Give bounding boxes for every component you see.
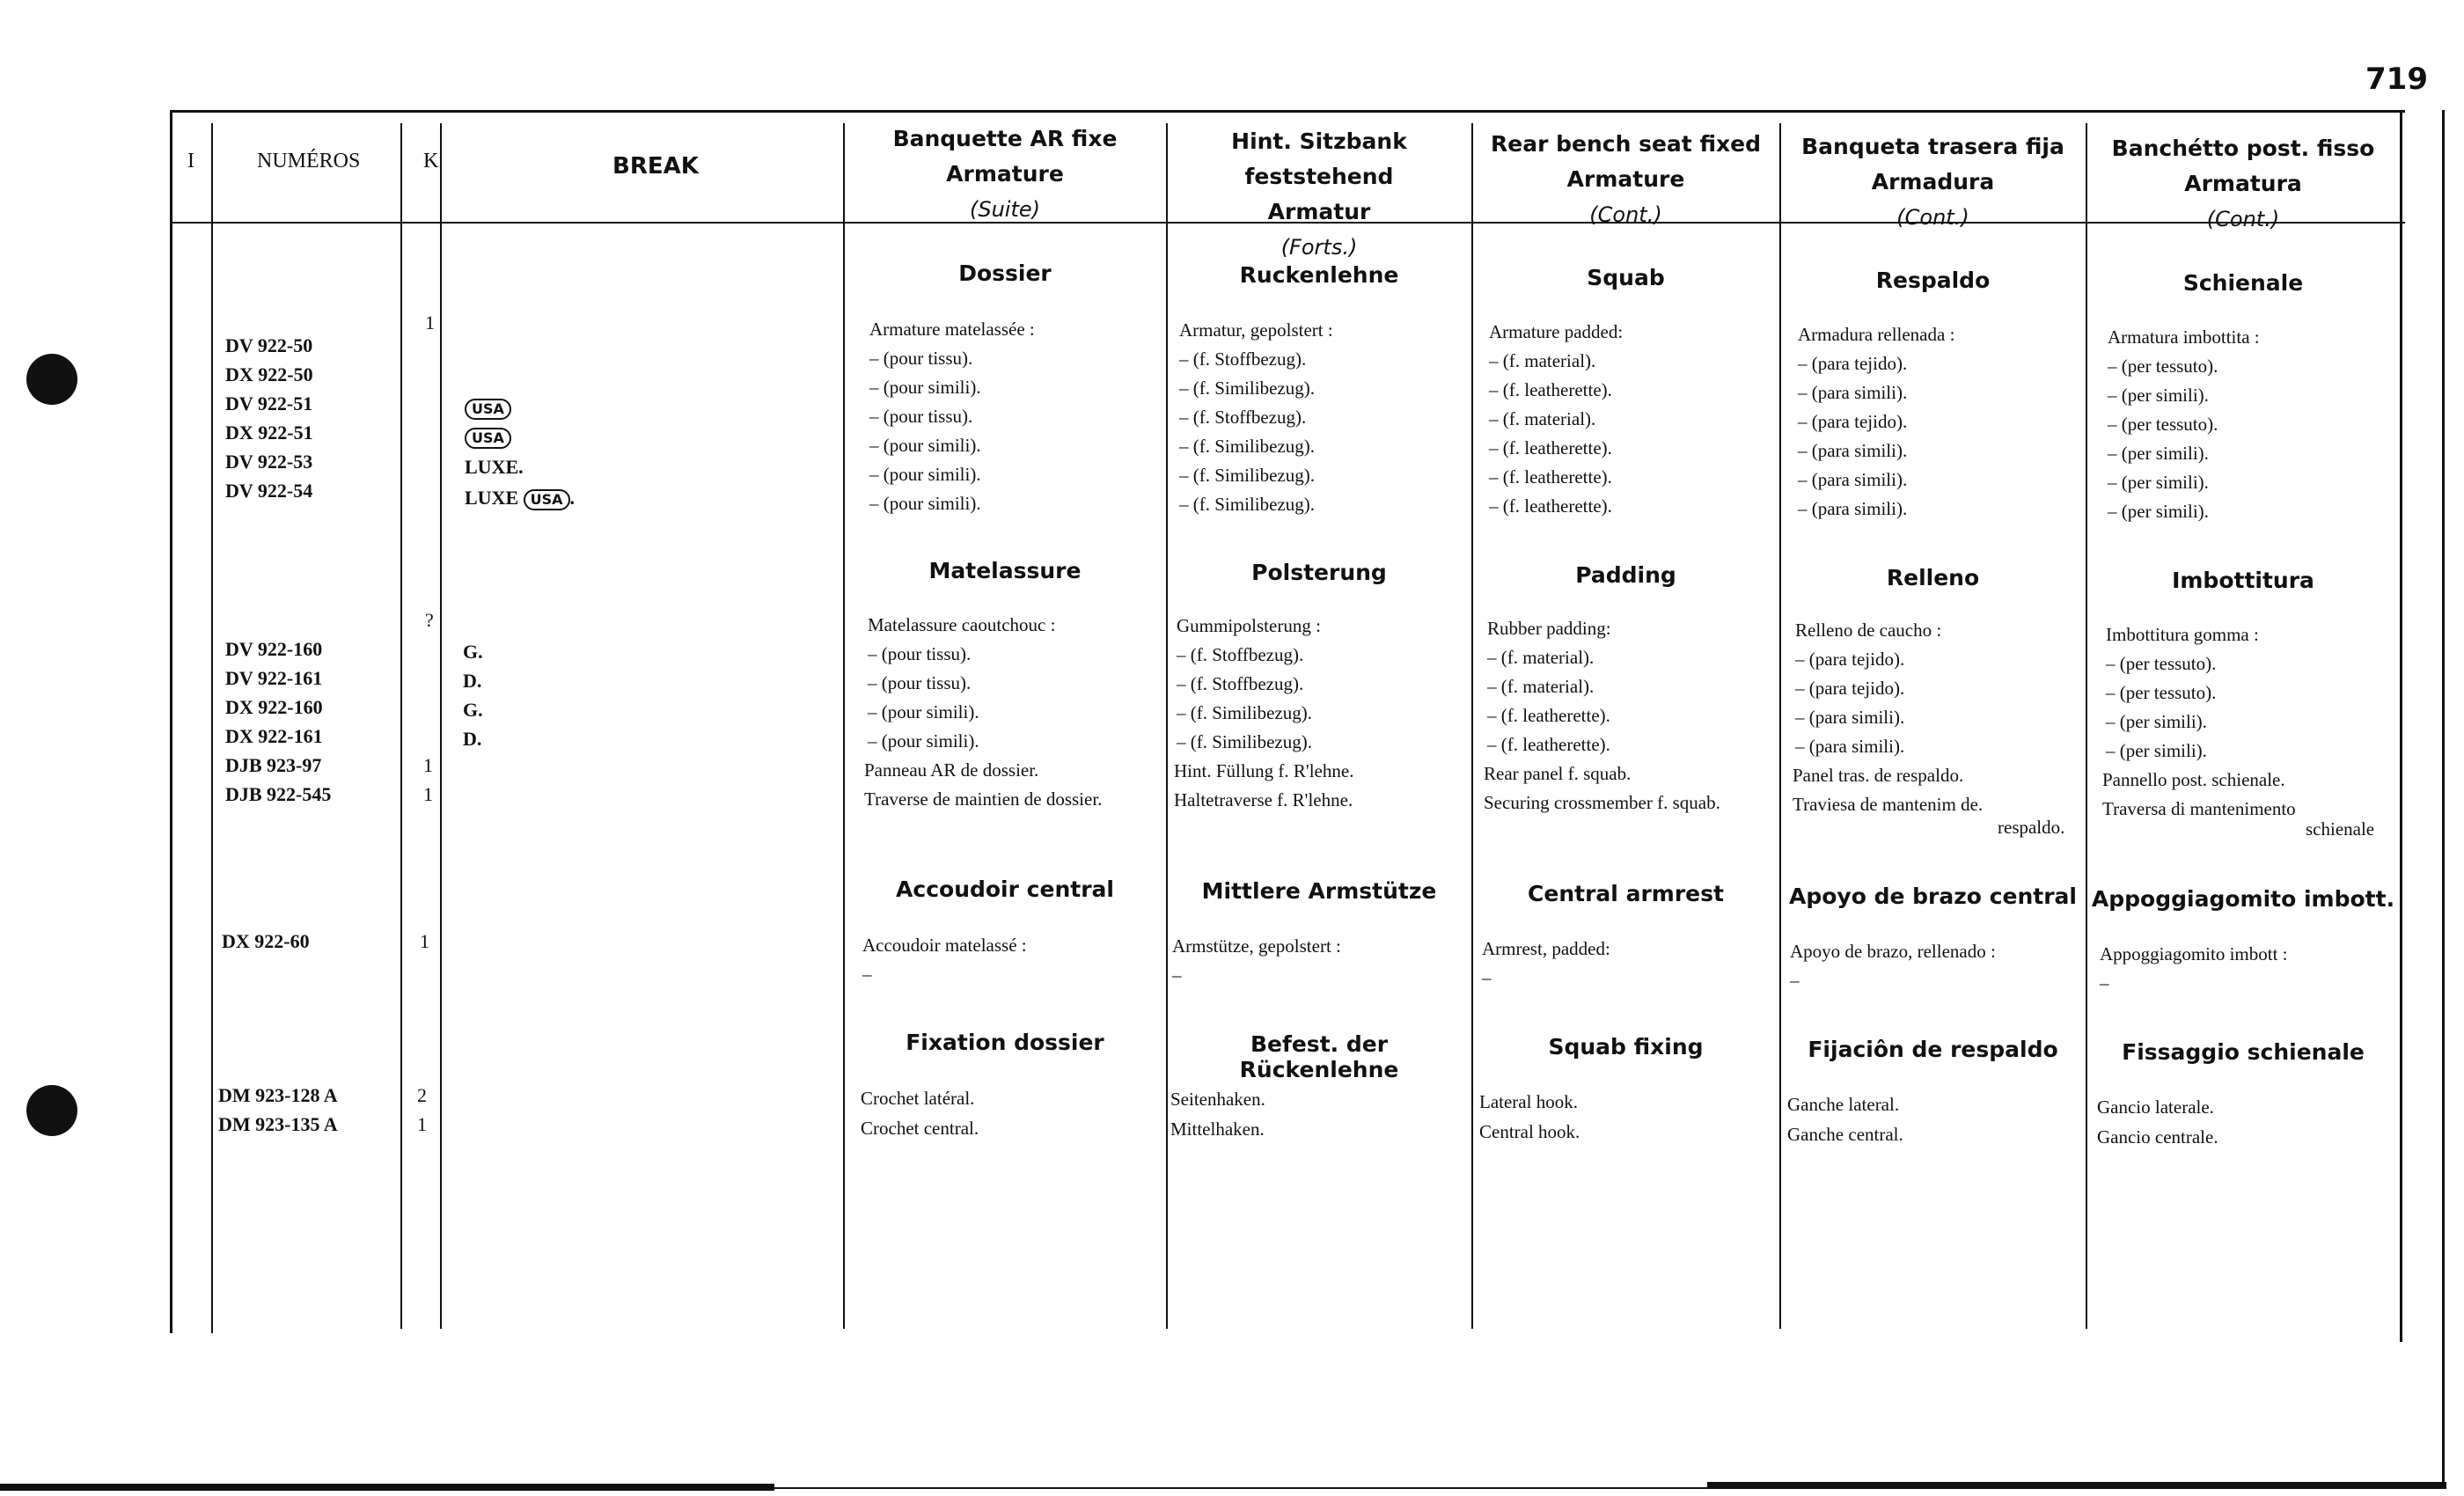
section-1-it-line-6: – (per simili). <box>2108 472 2209 493</box>
section-1-fr-line-7: – (pour simili). <box>869 493 981 514</box>
section-2-es-line-7: Traviesa de mantenim de. <box>1793 794 1984 815</box>
page-right-border <box>2442 110 2445 1487</box>
section-2-de-line-5: – (f. Similibezug). <box>1177 731 1312 752</box>
section-2-it-line-5: – (per simili). <box>2106 740 2207 761</box>
section-4-title-en: Squab fixing <box>1548 1034 1704 1060</box>
header-col-numeros: NUMÉROS <box>257 150 361 172</box>
section-1-en-line-1: Armature padded: <box>1489 321 1624 342</box>
section-4-fr-line-1: Crochet latéral. <box>861 1088 975 1109</box>
section-4-it-line-1: Gancio laterale. <box>2097 1096 2214 1118</box>
section-2-en-line-3: – (f. material). <box>1487 676 1595 697</box>
section-1-title-es: Respaldo <box>1875 268 1991 293</box>
section-2-de-line-3: – (f. Stoffbezug). <box>1177 673 1304 694</box>
section-1-es-line-2: – (para tejido). <box>1798 353 1908 374</box>
section-3-title-es: Apoyo de brazo central <box>1789 884 2077 909</box>
header-lang-de-line3: (Forts.) <box>1280 235 1358 260</box>
section-2-it-line-7: Traversa di mantenimento <box>2102 798 2296 819</box>
header-lang-it-line1: Banchétto post. fisso <box>2111 136 2375 161</box>
section-2-row-3-break: G. <box>463 699 483 721</box>
usa-badge: USA <box>524 489 570 510</box>
section-2-title-en: Padding <box>1575 562 1676 588</box>
header-lang-fr-line1: Banquette AR fixe <box>892 126 1118 151</box>
header-lang-fr <box>847 121 1163 227</box>
section-1-fr-line-2: – (pour tissu). <box>869 348 973 369</box>
section-3-de-line-2: – <box>1172 964 1182 986</box>
section-2-it-line-4: – (per simili). <box>2106 711 2207 732</box>
section-2-title-fr: Matelassure <box>928 558 1082 583</box>
section-2-row-1-break: G. <box>463 641 483 663</box>
section-3-row-1-num: DX 922-60 <box>222 930 310 952</box>
header-lang-en-line1: Rear bench seat fixed <box>1491 131 1761 157</box>
section-1-it-line-5: – (per simili). <box>2108 443 2209 464</box>
section-2-en-line-1: Rubber padding: <box>1487 618 1611 639</box>
section-4-title-fr: Fixation dossier <box>906 1030 1104 1055</box>
section-4-title-de: Befest. der Rückenlehne <box>1239 1031 1399 1082</box>
section-2-es-line-3: – (para tejido). <box>1795 678 1905 699</box>
section-4-en-line-1: Lateral hook. <box>1479 1091 1578 1112</box>
header-lang-en-line3: (Cont.) <box>1589 202 1662 227</box>
section-2-en-line-6: Rear panel f. squab. <box>1484 763 1632 784</box>
section-4-row-1-num: DM 923-128 A <box>218 1084 338 1106</box>
section-1-row-4-usa-badge <box>465 428 511 449</box>
col-rule-7 <box>1779 123 1781 1329</box>
section-2-row-2-break: D. <box>463 670 482 692</box>
section-4-row-2-k: 1 <box>417 1113 427 1135</box>
header-lang-de <box>1169 124 1470 265</box>
section-2-k-first: ? <box>425 609 434 631</box>
section-1-es-line-4: – (para tejido). <box>1798 411 1908 432</box>
section-1-fr-line-1: Armature matelassée : <box>869 319 1035 340</box>
section-2-fr-line-3: – (pour tissu). <box>868 672 972 693</box>
col-rule-3 <box>440 123 442 1329</box>
section-4-it-line-2: Gancio centrale. <box>2097 1126 2218 1148</box>
section-1-row-4-num: DX 922-51 <box>225 422 313 444</box>
section-1-row-5-num: DV 922-53 <box>225 451 313 473</box>
page-number: 719 <box>2365 62 2428 97</box>
section-2-de-line-2: – (f. Stoffbezug). <box>1177 644 1304 665</box>
section-1-title-en: Squab <box>1587 265 1665 290</box>
section-2-de-line-1: Gummipolsterung : <box>1177 615 1321 636</box>
section-2-en-line-4: – (f. leatherette). <box>1487 705 1610 726</box>
section-1-fr-line-5: – (pour simili). <box>869 435 981 456</box>
header-lang-fr-line2: Armature <box>946 161 1064 187</box>
section-2-row-4-num: DX 922-161 <box>225 725 323 747</box>
section-2-row-5-num: DJB 923-97 <box>225 754 322 776</box>
section-1-de-line-7: – (f. Similibezug). <box>1179 494 1315 515</box>
section-1-en-line-4: – (f. material). <box>1489 408 1596 429</box>
page-bottom-bar-right <box>1707 1482 2446 1489</box>
section-3-en-line-2: – <box>1482 967 1492 988</box>
section-3-es-line-2: – <box>1790 970 1800 991</box>
section-2-fr-line-5: – (pour simili). <box>868 730 979 752</box>
section-1-title-it: Schienale <box>2182 270 2304 296</box>
section-2-row-3-num: DX 922-160 <box>225 696 323 718</box>
header-lang-es <box>1782 129 2084 235</box>
section-3-title-it: Appoggiagomito imbott. <box>2091 886 2395 912</box>
section-2-en-line-2: – (f. material). <box>1487 647 1595 668</box>
section-3-row-1-k: 1 <box>420 930 429 952</box>
section-2-es-line-6: Panel tras. de respaldo. <box>1793 765 1964 786</box>
section-1-en-line-3: – (f. leatherette). <box>1489 379 1612 400</box>
usa-badge: USA <box>465 399 511 420</box>
section-3-title-de: Mittlere Armstütze <box>1201 878 1437 904</box>
section-4-title-it: Fissaggio schienale <box>2122 1039 2365 1065</box>
section-4-de-line-1: Seitenhaken. <box>1170 1089 1265 1110</box>
section-4-fr-line-2: Crochet central. <box>861 1118 979 1139</box>
section-1-row-3-usa-badge <box>465 399 511 420</box>
section-3-it-line-1: Appoggiagomito imbott : <box>2100 943 2288 964</box>
section-2-row-2-num: DV 922-161 <box>225 667 323 689</box>
section-1-es-line-3: – (para simili). <box>1798 382 1908 403</box>
section-4-row-2-num: DM 923-135 A <box>218 1113 338 1135</box>
section-1-de-line-2: – (f. Stoffbezug). <box>1179 348 1307 370</box>
header-lang-es-line2: Armadura <box>1871 169 1995 194</box>
section-3-en-line-1: Armrest, padded: <box>1482 938 1610 959</box>
section-3-title-fr: Accoudoir central <box>896 876 1114 902</box>
section-1-es-line-1: Armadura rellenada : <box>1798 324 1955 345</box>
section-4-row-1-k: 2 <box>417 1084 427 1106</box>
header-col-i: I <box>187 150 194 172</box>
section-2-it-line-2: – (per tessuto). <box>2106 653 2217 674</box>
section-2-row-5-k: 1 <box>423 754 433 776</box>
section-2-fr-line-1: Matelassure caoutchouc : <box>868 614 1056 635</box>
col-rule-2 <box>400 123 402 1329</box>
section-1-k-first: 1 <box>425 312 435 334</box>
col-rule-9 <box>2400 110 2402 1342</box>
section-2-fr-line-7: Traverse de maintien de dossier. <box>864 788 1103 810</box>
section-2-es-line-5: – (para simili). <box>1795 736 1905 757</box>
section-2-fr-line-6: Panneau AR de dossier. <box>864 759 1039 781</box>
section-1-de-line-3: – (f. Similibezug). <box>1179 378 1315 399</box>
header-col-k: K <box>423 150 439 172</box>
section-3-fr-line-2: – <box>862 964 872 985</box>
header-lang-de-line2: Armatur <box>1267 199 1371 224</box>
header-col-break: BREAK <box>612 153 699 180</box>
section-2-it-line-8: schienale <box>2306 818 2375 840</box>
section-2-de-line-7: Haltetraverse f. R'lehne. <box>1174 789 1353 810</box>
section-4-es-line-2: Ganche central. <box>1787 1124 1903 1145</box>
col-rule-0 <box>170 110 172 1333</box>
section-1-row-6-num: DV 922-54 <box>225 480 313 502</box>
col-rule-5 <box>1166 123 1168 1329</box>
section-2-en-line-5: – (f. leatherette). <box>1487 734 1610 755</box>
header-lang-en-line2: Armature <box>1566 166 1685 192</box>
section-1-it-line-3: – (per simili). <box>2108 385 2209 406</box>
header-lang-de-line1: Hint. Sitzbank feststehend <box>1231 128 1407 189</box>
section-1-title-fr: Dossier <box>958 260 1052 286</box>
section-1-fr-line-3: – (pour simili). <box>869 377 981 398</box>
header-lang-it-line3: (Cont.) <box>2206 207 2280 231</box>
section-1-it-line-1: Armatura imbottita : <box>2108 326 2260 348</box>
section-4-en-line-2: Central hook. <box>1479 1121 1580 1142</box>
section-4-de-line-2: Mittelhaken. <box>1170 1118 1265 1140</box>
section-1-es-line-6: – (para simili). <box>1798 469 1908 490</box>
section-2-fr-line-4: – (pour simili). <box>868 701 979 722</box>
page-bottom-bar-left <box>0 1484 774 1491</box>
section-2-row-4-break: D. <box>463 728 482 750</box>
section-2-en-line-7: Securing crossmember f. squab. <box>1484 792 1720 813</box>
section-2-it-line-3: – (per tessuto). <box>2106 682 2217 703</box>
section-2-de-line-6: Hint. Füllung f. R'lehne. <box>1174 760 1354 781</box>
section-1-de-line-4: – (f. Stoffbezug). <box>1179 407 1307 428</box>
section-2-row-6-k: 1 <box>423 783 433 805</box>
page-bottom-bar-mid <box>774 1487 1707 1489</box>
section-1-fr-line-4: – (pour tissu). <box>869 406 973 427</box>
section-1-en-line-7: – (f. leatherette). <box>1489 495 1612 517</box>
section-1-de-line-6: – (f. Similibezug). <box>1179 465 1315 486</box>
header-lang-es-line1: Banqueta trasera fija <box>1801 134 2064 159</box>
section-1-de-line-5: – (f. Similibezug). <box>1179 436 1315 457</box>
section-2-es-line-8: respaldo. <box>1998 817 2065 838</box>
section-3-fr-line-1: Accoudoir matelassé : <box>862 935 1027 956</box>
usa-badge: USA <box>465 428 511 449</box>
section-3-de-line-1: Armstütze, gepolstert : <box>1172 935 1341 957</box>
section-1-fr-line-6: – (pour simili). <box>869 464 981 485</box>
section-1-en-line-6: – (f. leatherette). <box>1489 466 1612 488</box>
section-1-de-line-1: Armatur, gepolstert : <box>1179 319 1333 341</box>
section-1-it-line-7: – (per simili). <box>2108 501 2209 522</box>
col-rule-1 <box>211 123 213 1333</box>
section-2-es-line-2: – (para tejido). <box>1795 649 1905 670</box>
section-1-row-3-num: DV 922-51 <box>225 392 313 414</box>
section-4-es-line-1: Ganche lateral. <box>1787 1094 1900 1115</box>
section-1-it-line-4: – (per tessuto). <box>2108 414 2218 435</box>
col-rule-4 <box>843 123 845 1329</box>
section-1-title-de: Ruckenlehne <box>1239 262 1399 288</box>
section-1-row-6-break: LUXE USA . <box>465 487 576 509</box>
section-1-row-6-break-text: LUXE <box>465 487 519 509</box>
header-lang-it-line2: Armatura <box>2184 171 2302 196</box>
header-lang-it <box>2088 131 2398 237</box>
section-2-title-it: Imbottitura <box>2172 568 2314 593</box>
section-1-it-line-2: – (per tessuto). <box>2108 356 2218 377</box>
section-2-de-line-4: – (f. Similibezug). <box>1177 702 1312 723</box>
section-3-title-en: Central armrest <box>1528 881 1724 906</box>
section-1-en-line-2: – (f. material). <box>1489 350 1596 371</box>
header-lang-en <box>1474 127 1778 232</box>
punch-hole-bottom <box>26 1085 77 1136</box>
section-1-es-line-7: – (para simili). <box>1798 498 1908 519</box>
punch-hole-top <box>26 354 77 405</box>
section-1-row-2-num: DX 922-50 <box>225 363 313 385</box>
section-3-it-line-2: – <box>2100 972 2109 994</box>
section-2-es-line-4: – (para simili). <box>1795 707 1905 728</box>
section-2-fr-line-2: – (pour tissu). <box>868 643 972 664</box>
section-1-es-line-5: – (para simili). <box>1798 440 1908 461</box>
section-2-it-line-1: Imbottitura gomma : <box>2106 624 2259 645</box>
section-1-en-line-5: – (f. leatherette). <box>1489 437 1612 458</box>
col-rule-6 <box>1471 123 1473 1329</box>
section-1-row-5-break: LUXE. <box>465 456 524 478</box>
col-rule-8 <box>2086 123 2087 1329</box>
section-2-title-es: Relleno <box>1886 565 1980 590</box>
section-2-row-1-num: DV 922-160 <box>225 638 323 660</box>
section-2-es-line-1: Relleno de caucho : <box>1795 620 1942 641</box>
section-1-row-1-num: DV 922-50 <box>225 334 313 356</box>
section-3-es-line-1: Apoyo de brazo, rellenado : <box>1790 941 1996 962</box>
section-2-title-de: Polsterung <box>1251 560 1387 585</box>
table-top-rule <box>170 110 2405 113</box>
section-2-row-6-num: DJB 922-545 <box>225 783 332 805</box>
header-lang-fr-line3: (Suite) <box>969 197 1040 222</box>
section-4-title-es: Fijaciôn de respaldo <box>1808 1037 2058 1062</box>
section-2-it-line-6: Pannello post. schienale. <box>2102 769 2285 790</box>
header-lang-es-line3: (Cont.) <box>1896 205 1969 230</box>
